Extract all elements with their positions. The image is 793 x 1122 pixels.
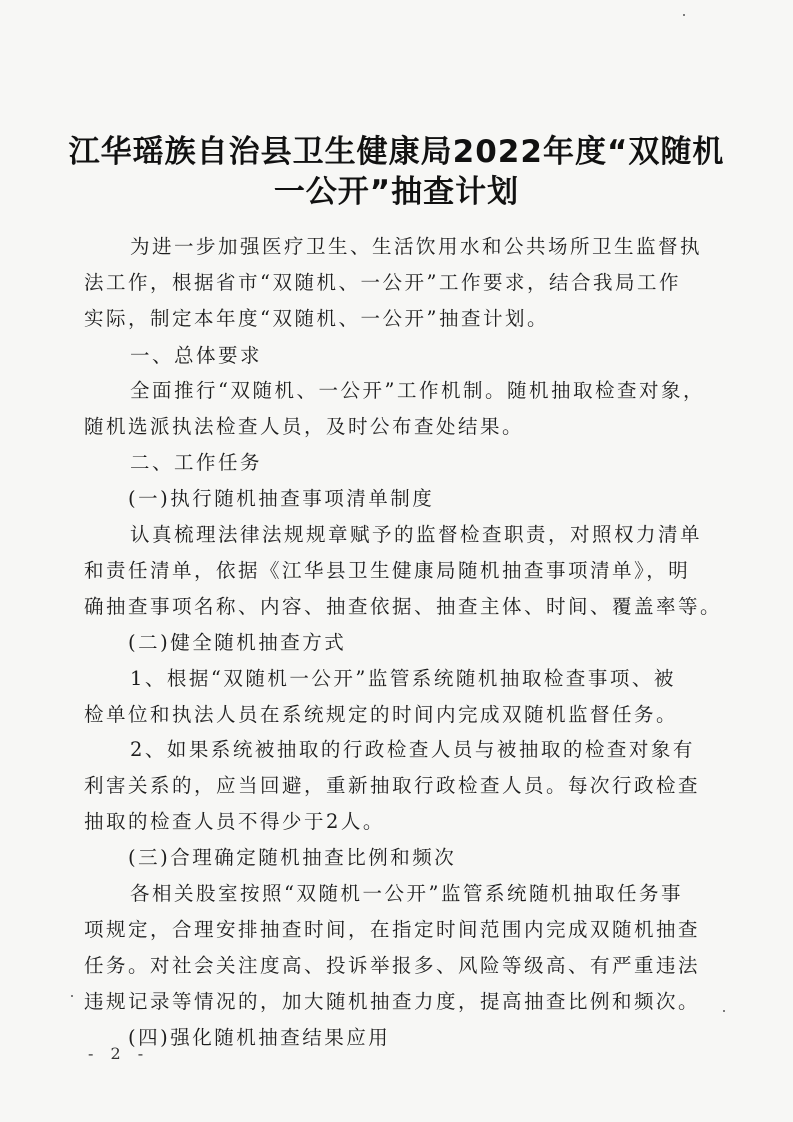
paragraph-line: 实际，制定本年度“双随机、一公开”抽查计划。 [84, 307, 549, 330]
paragraph-line: 认真梳理法律法规规章赋予的监督检查职责，对照权力清单 [130, 523, 703, 546]
paragraph-line: 全面推行“双随机、一公开”工作机制。随机抽取检查对象， [130, 379, 705, 402]
section-heading-1: 一、总体要求 [130, 344, 263, 367]
scan-speck [723, 1010, 725, 1012]
paragraph-line: 利害关系的，应当回避，重新抽取行政检查人员。每次行政检查 [84, 774, 701, 797]
subsection-heading: (二)健全随机抽查方式 [128, 631, 347, 654]
paragraph-line: 2、如果系统被抽取的行政检查人员与被抽取的检查对象有 [130, 738, 695, 761]
scan-speck [71, 995, 73, 997]
section-heading-2: 二、工作任务 [130, 451, 263, 474]
paragraph-line: 任务。对社会关注度高、投诉举报多、风险等级高、有严重违法 [84, 954, 701, 977]
subsection-heading: (三)合理确定随机抽查比例和频次 [128, 846, 457, 869]
document-title-line-1: 江华瑶族自治县卫生健康局2022年度“双随机 [68, 134, 725, 170]
subsection-heading: (一)执行随机抽查事项清单制度 [128, 487, 435, 510]
scan-speck [683, 14, 685, 16]
paragraph-line: 项规定，合理安排抽查时间，在指定时间范围内完成双随机抽查 [84, 918, 701, 941]
document-title-line-2: 一公开”抽查计划 [273, 174, 520, 210]
paragraph-line: 1、根据“双随机一公开”监管系统随机抽取检查事项、被 [130, 667, 676, 690]
paragraph-line: 确抽查事项名称、内容、抽查依据、抽查主体、时间、覆盖率等。 [84, 595, 723, 618]
paragraph-line: 随机选派执法检查人员，及时公布查处结果。 [84, 415, 525, 438]
paragraph-line: 法工作，根据省市“双随机、一公开”工作要求，结合我局工作 [84, 271, 681, 294]
paragraph-line: 为进一步加强医疗卫生、生活饮用水和公共场所卫生监督执 [130, 235, 703, 258]
paragraph-line: 检单位和执法人员在系统规定的时间内完成双随机监督任务。 [84, 703, 679, 726]
paragraph-line: 和责任清单，依据《江华县卫生健康局随机抽查事项清单》，明 [84, 559, 691, 582]
subsection-heading: (四)强化随机抽查结果应用 [128, 1026, 391, 1049]
paragraph-line: 各相关股室按照“双随机一公开”监管系统随机抽取任务事 [130, 882, 683, 905]
page-number: - 2 - [88, 1044, 150, 1063]
paragraph-line: 抽取的检查人员不得少于2人。 [84, 810, 385, 833]
paragraph-line: 违规记录等情况的，加大随机抽查力度，提高抽查比例和频次。 [84, 990, 701, 1013]
